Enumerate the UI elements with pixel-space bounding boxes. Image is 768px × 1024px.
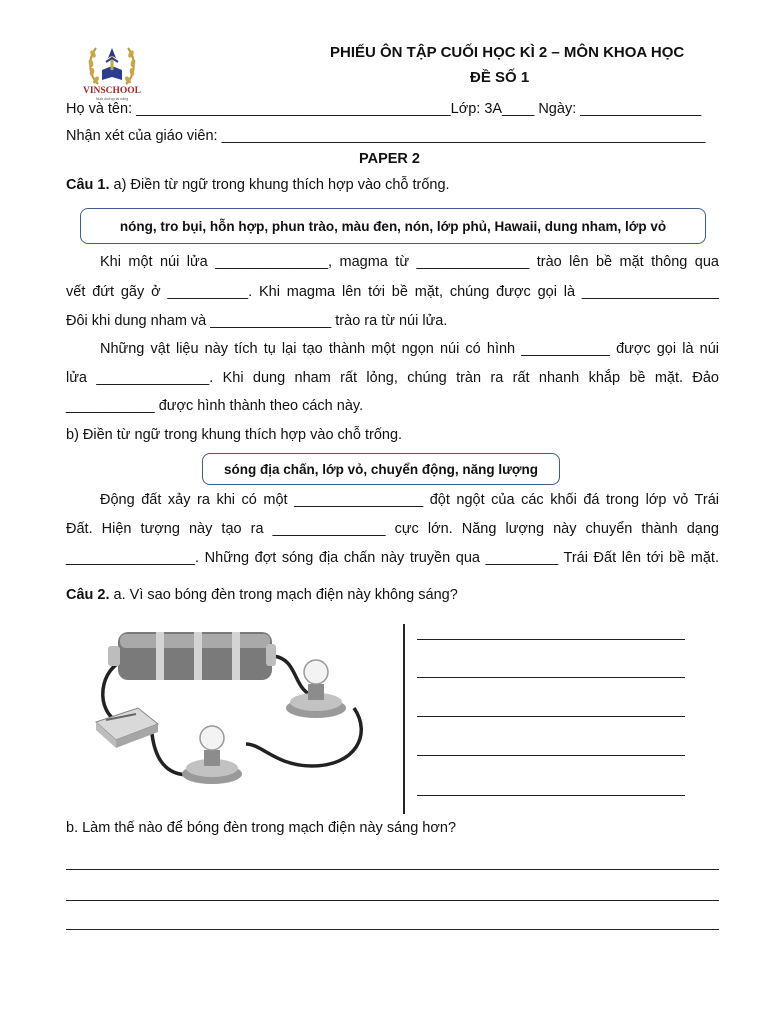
word-box-b-text: sóng địa chấn, lớp vỏ, chuyển động, năng lượng: [224, 461, 538, 477]
q2-part-a-text: a. Vì sao bóng đèn trong mạch điện này không sáng?: [113, 587, 458, 603]
answer-line-a[interactable]: [417, 755, 685, 756]
vinschool-logo: [82, 40, 142, 102]
word-box-a: [80, 208, 706, 244]
answer-line-b[interactable]: [66, 869, 719, 870]
q1-para2-line3: ___________ được hình thành theo cách này.: [66, 398, 364, 414]
logo-text: VINSCHOOL: [82, 86, 142, 96]
circuit-illustration: [86, 616, 376, 816]
q1-part-a-intro: a) Điền từ ngữ trong khung thích hợp vào chỗ trống.: [113, 177, 450, 193]
answer-line-b[interactable]: [66, 929, 719, 930]
q1-para3-line2: Đất. Hiện tượng này tạo ra ______________ cực lớn. Năng lượng này chuyển thành dạng: [66, 521, 719, 537]
word-box-a-text: nóng, tro bụi, hỗn hợp, phun trào, màu đen, nón, lớp phủ, Hawaii, dung nham, lớp vỏ: [119, 218, 667, 234]
worksheet-title: PHIẾU ÔN TẬP CUỐI HỌC KÌ 2 – MÔN KHOA HỌC: [330, 44, 685, 61]
word-box-b: [202, 453, 560, 485]
answer-line-a[interactable]: [417, 677, 685, 678]
q1-label: Câu 1.: [66, 177, 110, 193]
answer-line-a[interactable]: [417, 639, 685, 640]
q2-part-b-text: b. Làm thế nào để bóng đèn trong mạch điện này sáng hơn?: [66, 820, 457, 836]
teacher-comment-line: Nhận xét của giáo viên: ____________________________________________________________: [66, 128, 706, 144]
student-info-line: Họ và tên: _______________________________________Lớp: 3A____ Ngày: _______________: [66, 101, 702, 117]
answer-line-a[interactable]: [417, 795, 685, 796]
answer-divider: [403, 624, 405, 814]
q1-para2-line2: lửa ______________. Khi dung nham rất lỏng, chúng tràn ra rất nhanh khắp bề mặt. Đảo: [66, 370, 719, 386]
logo-tagline: Nuôi dưỡng tài năng: [95, 97, 129, 101]
q1-para2-line1: Những vật liệu này tích tụ lại tạo thành một ngọn núi có hình ___________ được gọi là núi: [100, 341, 719, 357]
q2-heading: [66, 587, 458, 603]
q1-para1-line2: vết đứt gãy ở __________. Khi magma lên tới bề mặt, chúng được gọi là _________________: [66, 284, 719, 300]
q1-para3-line1: Động đất xảy ra khi có một ________________ đột ngột của các khối đá trong lớp vỏ Trái: [100, 492, 719, 508]
worksheet-subtitle: ĐỀ SỐ 1: [470, 69, 530, 86]
q1-part-b-intro: b) Điền từ ngữ trong khung thích hợp vào chỗ trống.: [66, 427, 403, 443]
paper-label: PAPER 2: [359, 151, 420, 167]
q1-para1-line1: Khi một núi lửa ______________, magma từ ______________ trào lên bề mặt thông qua: [100, 254, 719, 270]
answer-line-a[interactable]: [417, 716, 685, 717]
answer-line-b[interactable]: [66, 900, 719, 901]
q2-label: Câu 2.: [66, 587, 110, 603]
q1-heading: [66, 177, 450, 193]
q1-para3-line3: ________________. Những đợt sóng địa chấn này truyền qua _________ Trái Đất lên tới bề mặt.: [66, 550, 719, 566]
q1-para1-line3: Đôi khi dung nham và _______________ trào ra từ núi lửa.: [66, 313, 448, 329]
